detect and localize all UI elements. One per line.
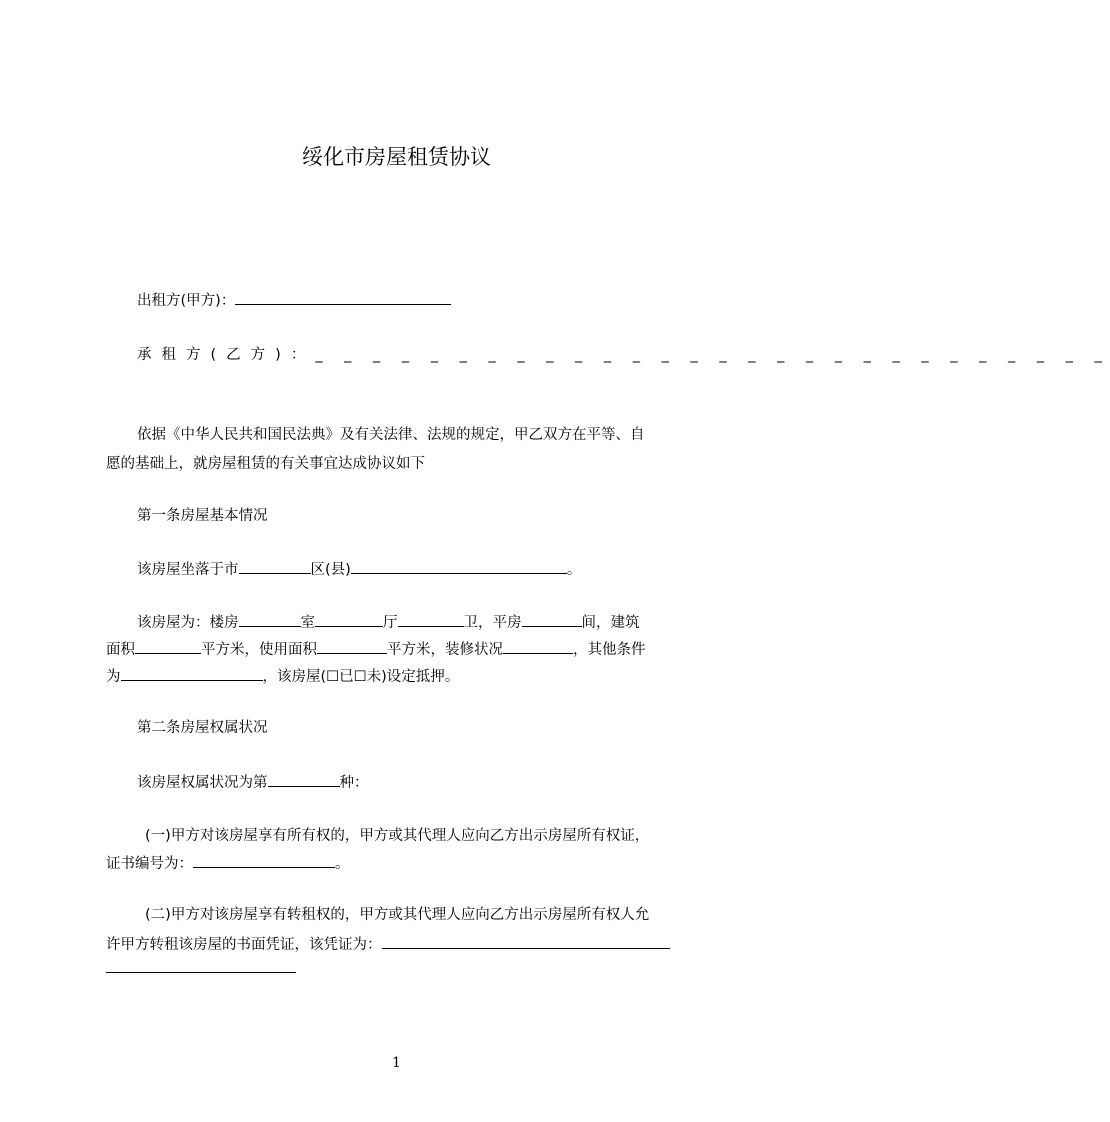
voucher-blank-2[interactable] [106, 958, 296, 973]
usable-area-blank[interactable] [317, 639, 387, 654]
ownership-suffix: 种： [339, 775, 369, 791]
usable-area-label: 平方米，使用面积 [201, 642, 317, 658]
section2-heading: 第二条房屋权属状况 [137, 720, 268, 736]
lessor-line [137, 290, 451, 311]
house-line-2 [106, 639, 646, 660]
lessee-label: 承租方(乙方)： [137, 347, 316, 363]
voucher-label: 许甲方转租该房屋的书面凭证，该凭证为： [106, 937, 382, 953]
clause1-line-2 [106, 853, 350, 874]
building-area-blank[interactable] [135, 639, 201, 654]
lessor-blank[interactable] [235, 290, 451, 305]
city-blank[interactable] [239, 559, 311, 574]
room-label: 室 [300, 615, 315, 631]
clause1-line-1: (一)甲方对该房屋享有所有权的，甲方或其代理人应向乙方出示房屋所有权证， [145, 828, 650, 844]
certificate-number-blank[interactable] [193, 853, 335, 868]
mortgage-text: ，该房屋(☐已☐未)设定抵押。 [262, 669, 460, 685]
decoration-label: 平方米，装修状况 [387, 642, 503, 658]
halls-blank[interactable] [315, 612, 383, 627]
rooms-blank[interactable] [239, 612, 301, 627]
house-type-label: 该房屋为：楼房 [137, 615, 239, 631]
lessee-line [137, 345, 1110, 365]
decoration-blank[interactable] [503, 639, 573, 654]
location-district: 区(县) [310, 562, 351, 578]
intro-line-2: 愿的基础上，就房屋租赁的有关事宜达成协议如下 [106, 456, 425, 472]
ownership-line [137, 772, 369, 793]
district-blank[interactable] [351, 559, 567, 574]
clause2-line-1: (二)甲方对该房屋享有转租权的，甲方或其代理人应向乙方出示房屋所有权人允 [145, 907, 650, 923]
bungalow-blank[interactable] [522, 612, 582, 627]
voucher-blank[interactable] [382, 934, 670, 949]
baths-blank[interactable] [398, 612, 464, 627]
area-label: 面积 [106, 642, 135, 658]
conditions-prefix: 为 [106, 669, 121, 685]
clause2-line-2 [106, 934, 670, 955]
intro-line-1: 依据《中华人民共和国民法典》及有关法律、法规的规定，甲乙双方在平等、自 [137, 427, 645, 443]
certificate-end: 。 [335, 856, 350, 872]
other-conditions-label: ，其他条件 [573, 642, 646, 658]
certificate-label: 证书编号为： [106, 856, 193, 872]
house-line-1 [137, 612, 640, 633]
voucher-blank-continued [106, 958, 296, 979]
lessee-blank[interactable]: _ _ _ _ _ _ _ _ _ _ _ _ _ _ _ _ _ _ _ _ _ _ _ _ _ _ _ _ [315, 347, 1110, 363]
ownership-prefix: 该房屋权属状况为第 [137, 775, 268, 791]
location-end: 。 [566, 562, 582, 578]
page-number: 1 [392, 1055, 401, 1071]
hall-label: 厅 [383, 615, 398, 631]
location-prefix: 该房屋坐落于市 [137, 562, 239, 578]
jian-building-label: 间，建筑 [581, 615, 640, 631]
section1-heading: 第一条房屋基本情况 [137, 508, 268, 524]
location-line [137, 559, 581, 580]
document-title: 绥化市房屋租赁协议 [302, 145, 491, 169]
ownership-type-blank[interactable] [268, 772, 340, 787]
house-line-3 [106, 666, 459, 687]
other-conditions-blank[interactable] [121, 666, 263, 681]
bath-label: 卫，平房 [463, 615, 522, 631]
lessor-label: 出租方(甲方)： [137, 293, 236, 309]
